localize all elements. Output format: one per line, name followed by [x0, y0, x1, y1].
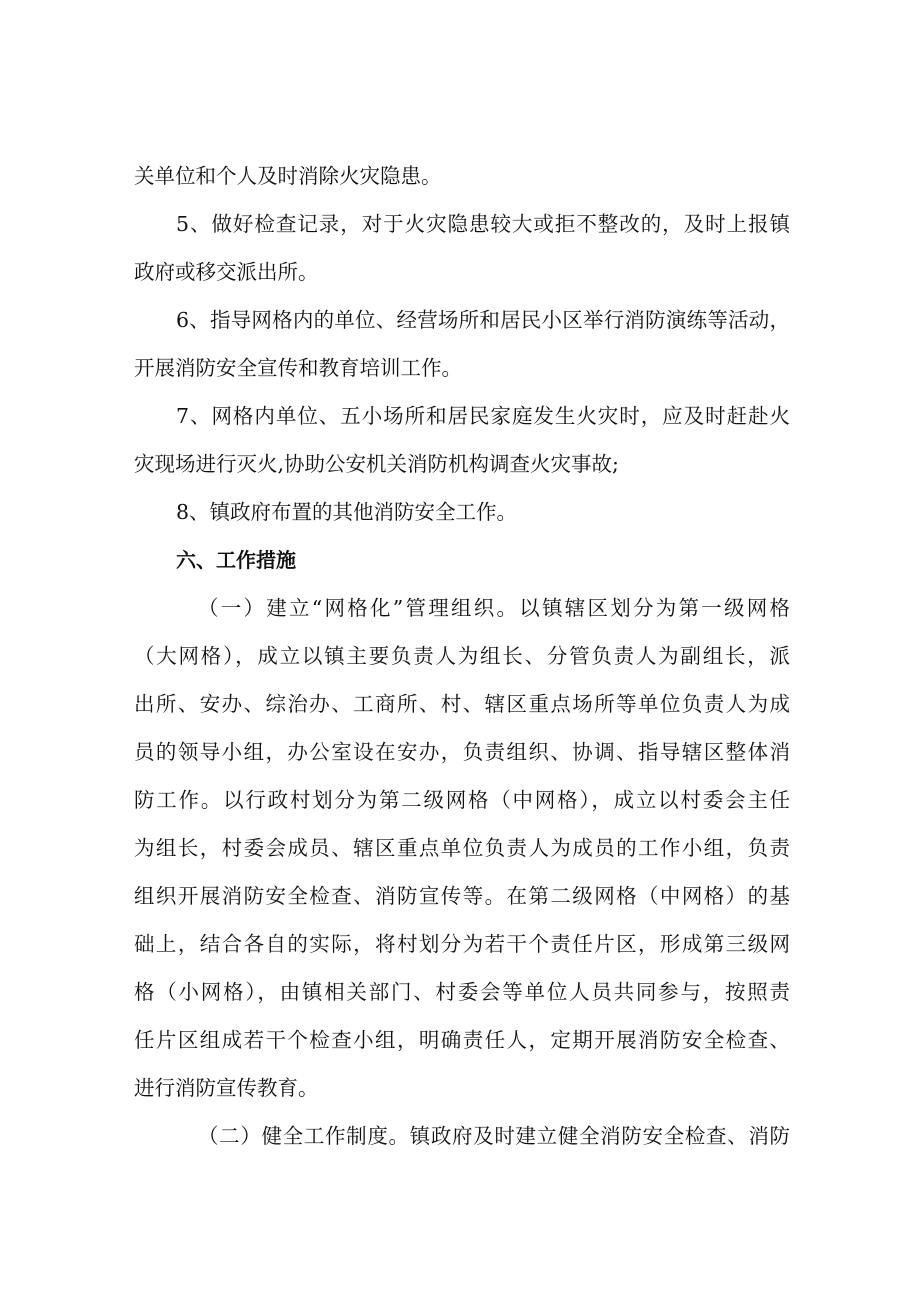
- text-line-11: （大网格），成立以镇主要负责人为组长、分管负责人为副组长，派: [134, 644, 790, 668]
- text-line-5: 开展消防安全宣传和教育培训工作。: [134, 356, 462, 380]
- text-line-17: 础上，结合各自的实际，将村划分为若干个责任片区，形成第三级网: [134, 932, 790, 956]
- text-line-10: （一）建立“网格化”管理组织。以镇辖区划分为第一级网格: [198, 596, 790, 620]
- text-line-14: 防工作。以行政村划分为第二级网格（中网格），成立以村委会主任: [134, 788, 790, 812]
- text-line-8: 8、镇政府布置的其他消防安全工作。: [176, 500, 518, 524]
- text-line-15: 为组长，村委会成员、辖区重点单位负责人为成员的工作小组，负责: [134, 836, 790, 860]
- text-line-7: 灾现场进行灭火,协助公安机关消防机构调查火灾事故;: [134, 452, 619, 476]
- text-line-18: 格（小网格），由镇相关部门、村委会等单位人员共同参与，按照责: [134, 980, 790, 1004]
- text-line-13: 员的领导小组，办公室设在安办，负责组织、协调、指导辖区整体消: [134, 740, 790, 764]
- text-line-3: 政府或移交派出所。: [134, 260, 319, 284]
- text-line-12: 出所、安办、综治办、工商所、村、辖区重点场所等单位负责人为成: [134, 692, 790, 716]
- text-line-1: 关单位和个人及时消除火灾隐患。: [134, 164, 442, 188]
- text-line-20: 进行消防宣传教育。: [134, 1076, 319, 1100]
- text-line-6: 7、网格内单位、五小场所和居民家庭发生火灾时，应及时赶赴火: [176, 404, 790, 428]
- text-line-4: 6、指导网格内的单位、经营场所和居民小区举行消防演练等活动，: [176, 308, 790, 332]
- section-heading: 六、工作措施: [176, 548, 296, 572]
- text-line-21: （二）健全工作制度。镇政府及时建立健全消防安全检查、消防: [198, 1124, 790, 1148]
- text-line-19: 任片区组成若干个检查小组，明确责任人，定期开展消防安全检查、: [134, 1028, 790, 1052]
- text-line-2: 5、做好检查记录，对于火灾隐患较大或拒不整改的，及时上报镇: [176, 212, 790, 236]
- text-line-16: 组织开展消防安全检查、消防宣传等。在第二级网格（中网格）的基: [134, 884, 790, 908]
